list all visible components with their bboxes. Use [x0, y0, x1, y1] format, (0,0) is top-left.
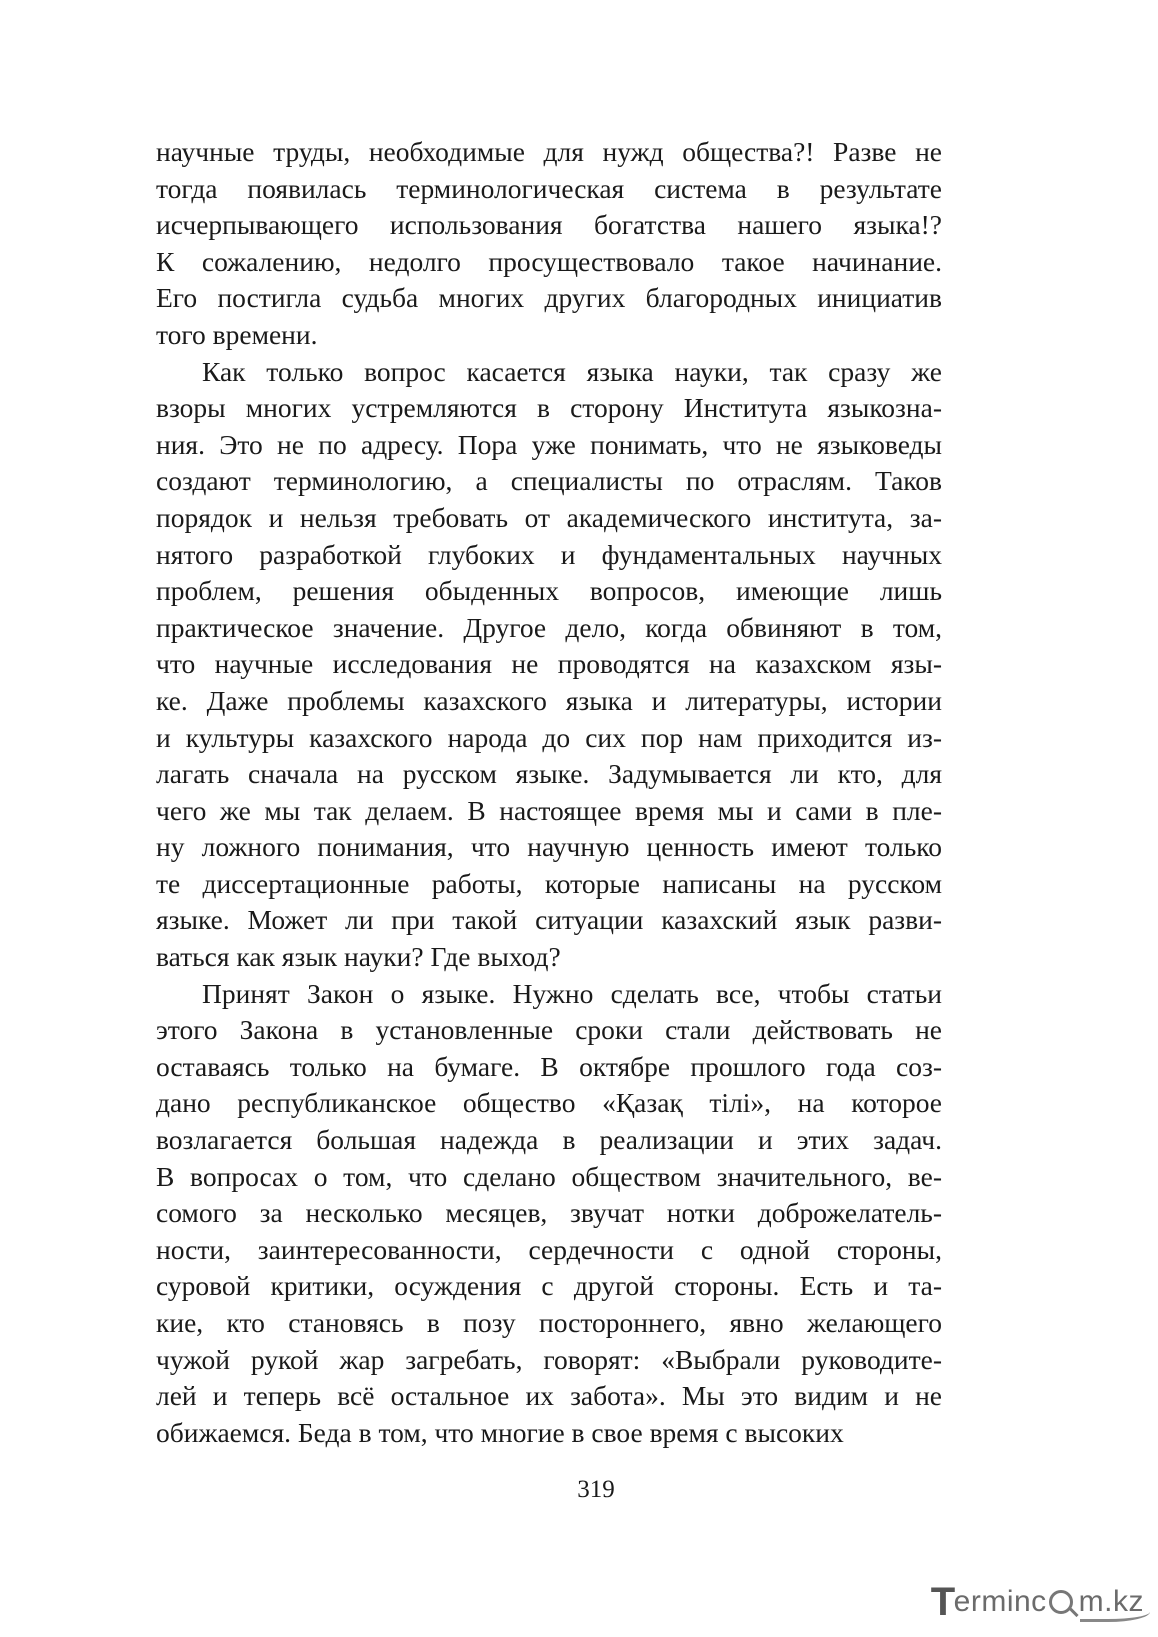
text-line: языке. Может ли при такой ситуации казахский язык разви-: [156, 904, 942, 936]
text-line: ности, заинтересованности, сердечности с одной стороны,: [156, 1233, 942, 1265]
text-line: те диссертационные работы, которые написаны на русском: [156, 867, 942, 899]
text-line: оставаясь только на бумаге. В октябре прошлого года соз-: [156, 1050, 942, 1082]
text-line: суровой критики, осуждения с другой стороны. Есть и та-: [156, 1270, 942, 1302]
text-line: ваться как язык науки? Где выход?: [156, 941, 561, 973]
text-line: нятого разработкой глубоких и фундаментальных научных: [156, 538, 942, 570]
watermark-logo: [931, 1580, 1144, 1624]
magnifier-icon: [1049, 1590, 1073, 1614]
paragraph: [156, 134, 942, 354]
text-line: Принят Закон о языке. Нужно сделать все, чтобы статьи: [202, 977, 942, 1009]
text-line: практическое значение. Другое дело, когда обвиняют в том,: [156, 611, 942, 643]
text-line: В вопросах о том, что сделано обществом значительного, ве-: [156, 1160, 942, 1192]
swoosh-icon: [1080, 1605, 1150, 1622]
text-line: кие, кто становясь в позу постороннего, явно желающего: [156, 1307, 942, 1338]
text-line: ну ложного понимания, что научную ценность имеют только: [156, 831, 942, 863]
text-line: что научные исследования не проводятся на казахском язы-: [156, 648, 942, 680]
text-line: дано республиканское общество «Қазақ тілі», на которое: [156, 1087, 942, 1119]
text-line: Как только вопрос касается языка науки, так сразу же: [202, 355, 942, 387]
text-line: К сожалению, недолго просуществовало такое начинание.: [156, 245, 942, 277]
text-line: порядок и нельзя требовать от академического института, за-: [156, 501, 942, 533]
watermark-domain: m.kz: [1078, 1585, 1144, 1618]
text-line: возлагается большая надежда в реализации и этих задач.: [156, 1124, 942, 1156]
text-line: обижаемся. Беда в том, что многие в свое время с высоких: [156, 1416, 844, 1448]
text-line: ния. Это не по адресу. Пора уже понимать, что не языковеды: [156, 428, 942, 460]
page-number: 319: [577, 1476, 615, 1503]
watermark-text: erminc: [953, 1585, 1047, 1618]
text-line: лей и теперь всё остальное их забота». Мы это видим и не: [156, 1380, 942, 1412]
paragraph: [156, 354, 942, 976]
text-line: тогда появилась терминологическая система в результате: [156, 172, 942, 204]
paragraph: [156, 976, 942, 1452]
text-line: чужой рукой жар загребать, говорят: «Выбрали руководите-: [156, 1343, 942, 1375]
text-line: сомого за несколько месяцев, звучат нотки доброжелатель-: [156, 1197, 942, 1229]
text-line: лагать сначала на русском языке. Задумывается ли кто, для: [156, 758, 942, 790]
watermark-letter: T: [930, 1579, 956, 1624]
text-line: Его постигла судьба многих других благородных инициатив: [156, 282, 942, 314]
body-text: [156, 134, 942, 1451]
text-line: ке. Даже проблемы казахского языка и литературы, истории: [156, 684, 942, 716]
text-line: чего же мы так делаем. В настоящее время мы и сами в пле-: [156, 794, 942, 826]
text-line: научные труды, необходимые для нужд общества?! Разве не: [156, 136, 942, 167]
text-line: проблем, решения обыденных вопросов, имеющие лишь: [156, 575, 942, 607]
text-line: и культуры казахского народа до сих пор нам приходится из-: [156, 721, 942, 753]
text-line: взоры многих устремляются в сторону Института языкозна-: [156, 392, 942, 424]
text-line: создают терминологию, а специалисты по отраслям. Таков: [156, 465, 942, 497]
text-line: исчерпывающего использования богатства нашего языка!?: [156, 209, 942, 241]
text-line: того времени.: [156, 318, 318, 350]
text-line: этого Закона в установленные сроки стали действовать не: [156, 1014, 942, 1046]
